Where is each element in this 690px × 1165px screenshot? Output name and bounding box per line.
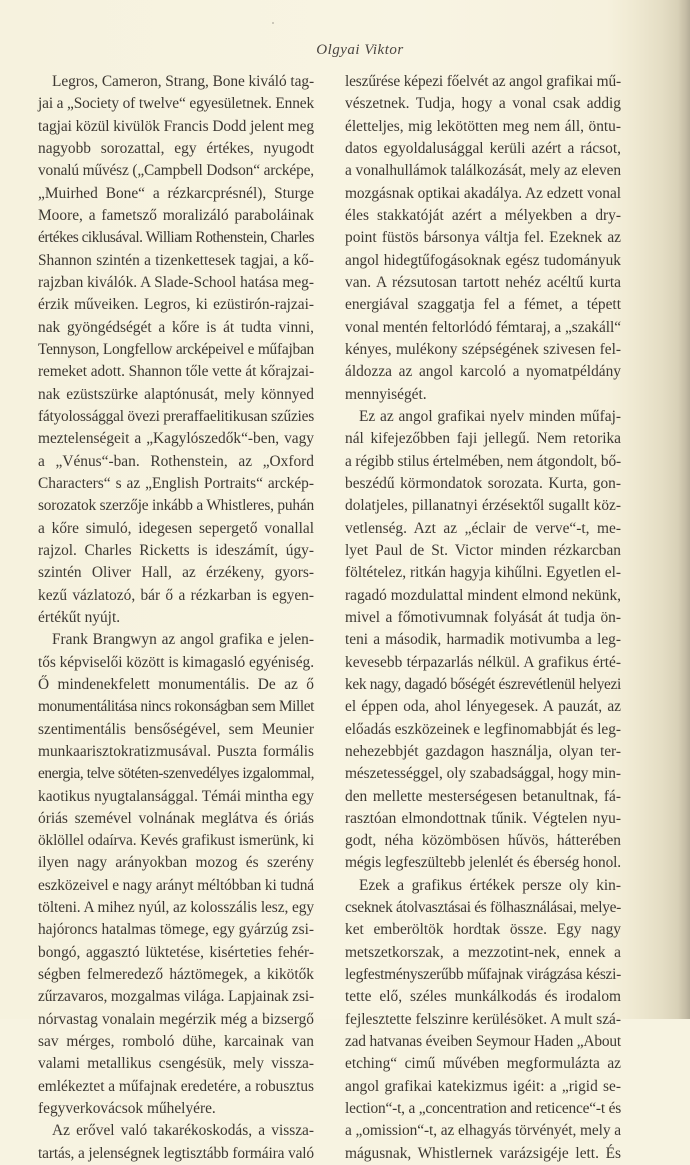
text-line: vészetnek. Tudja, hogy a vonal csak addig [345, 95, 621, 113]
text-line: rasztóan elmondottnak tűnik. Végtelen nyu- [345, 809, 621, 827]
text-line: érzik műveiken. Legros, ki ezüstirón-rajzai- [38, 296, 314, 314]
text-line: emlékeztet a műfajnak eredetére, a robusztus [38, 1077, 314, 1095]
text-line: point füstös bársonya váltja fel. Ezeknek az [345, 229, 621, 247]
text-line: tette elő, széles munkálkodás és irodalom [345, 988, 621, 1006]
text-line: mészetességgel, oly szabadsággal, hogy min- [345, 765, 621, 783]
page-edge-shadow [678, 0, 690, 1019]
text-line: kek nagy, dagadó bőségét észrevétlenül helyezi [345, 675, 621, 693]
text-line: kényes, mulékony szépségének szivesen fel- [345, 340, 621, 358]
text-line: a kőre simuló, idegesen sepergető vonallal [38, 519, 314, 537]
text-line: Ő mindenekfelett monumentális. De az ő [38, 675, 314, 693]
text-line: a „omission“-t, az elhagyás törvényét, mely a [345, 1122, 621, 1140]
text-line: vonalú művész („Campbell Dodson“ arcképe, [38, 162, 314, 180]
text-line: rajzban kiválók. A Slade-School hatása meg- [38, 273, 314, 291]
text-line: mennyiségét. [345, 385, 427, 403]
paper-speck [272, 22, 274, 24]
text-line: mivel a főmotivumnak folyását át tudja ön- [345, 608, 621, 626]
text-line: etching“ cimű művében megformulázta az [345, 1055, 621, 1073]
text-line: teni a második, harmadik motivumba a leg- [345, 631, 621, 649]
text-line: áldozza az angol karcoló a nyomatpéldány [345, 363, 621, 381]
text-line: el éppen oda, ahol lényegesek. A pauzát, az [345, 698, 621, 716]
text-line: tölteni. A mihez nyúl, az kolosszális lesz, egy [38, 899, 314, 917]
text-line: angol grafikai katekizmus igéit: a „rigid se- [345, 1077, 621, 1095]
text-line: nagyobb sorozattal, egy értékes, nyugodt [38, 139, 314, 157]
text-line: életteljes, mig lekötötten meg nem áll, öntu- [345, 117, 621, 135]
text-line: Az erővel való takarékoskodás, a vissza- [52, 1122, 314, 1140]
text-line: kezű vázlatozó, bár ő a rézkarban is egyen- [38, 586, 314, 604]
text-line: Ezek a grafikus értékek persze oly kin- [359, 876, 621, 894]
text-line: fátyolossággal övezi preraffaelitikusan szűzies [38, 407, 314, 425]
running-head: Olgyai Viktor [316, 42, 404, 58]
text-line: lection“-t, a „concentration and reticence“-t és [345, 1100, 621, 1118]
text-line: leszűrése képezi főelvét az angol grafikai mű- [345, 73, 621, 90]
text-line: dolatjeles, pillanatnyi érzésektől sugallt köz- [345, 497, 621, 515]
text-line: ilyen nagy arányokban mozog és szerény [38, 854, 314, 872]
text-line: szentimentális bensőségével, sem Meunier [38, 720, 314, 738]
text-line: zad hatvanas éveiben Seymour Haden „About [345, 1033, 621, 1051]
text-line: sav mérges, romboló dühe, karcainak van [38, 1033, 314, 1051]
text-line: fegyverkovácsok műhelyére. [38, 1100, 216, 1118]
text-line: bongó, aggasztó lüktetése, kisérteties fehér- [38, 943, 314, 961]
text-line: ragadó mozdulattal mindent elmond nekünk, [345, 586, 621, 604]
text-line: Ez az angol grafikai nyelv minden műfaj- [359, 407, 621, 425]
text-line: angol hidegtűfogásoknak egész tudományuk [345, 251, 621, 269]
text-line: Characters“ s az „English Portraits“ arckép- [38, 474, 314, 492]
text-line: van. A rézsutosan tartott nehéz acéltű kurta [345, 273, 621, 291]
text-line: nehezebbjét gazdagon használja, olyan ter- [345, 742, 621, 760]
text-line: den mellette mesterségesen betanultnak, fá- [345, 787, 621, 805]
text-line: tartás, a jelenségnek legtisztább formáira való [38, 1144, 314, 1162]
text-line: nórvastag vonalain megérzik még a bizsergő [38, 1010, 314, 1028]
text-line: vonal mentén feltorlódó fémtaraj, a „szakáll“ [345, 318, 621, 336]
text-line: meztelenségeit a „Kagylószedők“-ben, vagy [38, 430, 314, 448]
text-line: rajzol. Charles Ricketts is ideszámít, úgy- [38, 541, 314, 559]
text-line: „Muirhed Bone“ a rézkarcprésnél), Sturge [38, 184, 314, 202]
text-line: óriás szemével volnának meglátva és óriás [38, 809, 314, 827]
text-line: monumentálitása nincs rokonságban sem Millet [38, 698, 314, 716]
text-line: vetlenség. Azt az „éclair de verve“-t, me- [345, 519, 621, 537]
text-line: energiával szaggatja fel a fémet, a tépett [345, 296, 621, 314]
text-line: ségben felmeredező háztömegek, a kikötők [38, 966, 314, 984]
text-column-left [38, 71, 314, 1165]
text-line: Legros, Cameron, Strang, Bone kiváló tag- [52, 73, 315, 90]
text-line: jai a „Society of twelve“ egyesületnek. Ennek [38, 95, 314, 113]
text-line: nál kifejezőbben faji jellegű. Nem retorika [345, 430, 621, 448]
text-line: értékes ciklusával. William Rothenstein, Charles [38, 229, 314, 247]
text-line: éles stakkatóját azért a mélyekben a dry- [345, 206, 621, 224]
text-line: mégis legfeszültebb jelenlét és éberség honol. [345, 854, 621, 872]
text-line: Moore, a fametsző moralizáló paraboláinak [38, 206, 314, 224]
text-line: godt, néha közömbösen hűvös, hátterében [345, 832, 621, 850]
text-line: valami metallikus csengésük, mely vissza- [38, 1055, 314, 1073]
text-line: ket emberöltök hordtak össze. Egy nagy [345, 921, 621, 939]
text-line: fejlesztette felszinre kerülésöket. A mult szá- [345, 1010, 621, 1028]
text-line: nak ezüstszürke alaptónusát, mely könnyed [38, 385, 314, 403]
text-line: a régibb stilus értelmében, nem átgondolt, bő- [345, 452, 621, 470]
text-line: energia, telve sötéten-szenvedélyes izgalommal, [38, 765, 314, 783]
text-line: értékűt nyújt. [38, 608, 121, 626]
text-line: lyet Paul de St. Victor minden rézkarcban [345, 541, 621, 559]
text-line: mágusnak, Whistlernek varázsigéje lett. És [345, 1144, 621, 1162]
text-line: sorozatok szerzője inkább a Whistleres, puhán [38, 497, 314, 515]
text-line: eszközeivel e nagy arányt méltóbban ki tudná [38, 876, 314, 894]
text-line: datos egyoldalusággal kerüli azért a rácsot, [345, 139, 621, 157]
text-line: beszédű körmondatok sorozata. Kurta, gon- [345, 474, 621, 492]
text-line: Tennyson, Longfellow arcképeivel e műfajban [38, 340, 314, 358]
text-line: tagjai közül kivülök Francis Dodd jelent meg [38, 117, 314, 135]
text-line: Shannon szintén a tizenkettesek tagjai, a kő- [38, 251, 314, 269]
text-line: legfestményszerűbb műfajnak virágzása készi- [345, 966, 621, 984]
text-line: tős képviselői között is kimagasló egyéniség. [38, 653, 314, 671]
text-line: öklöllel odaírva. Kevés grafikust ismerünk, ki [38, 832, 314, 850]
text-line: előadás eszközeinek e legfinomabbját és leg- [345, 720, 621, 738]
text-line: a vonalhullámok találkozását, mely az eleven [345, 162, 621, 180]
text-line: a „Vénus“-ban. Rothenstein, az „Oxford [38, 452, 314, 470]
text-line: zűrzavaros, mozgalmas világa. Lapjainak zsi- [38, 988, 315, 1006]
text-line: föltételez, ritkán hagyja kihűlni. Egyetlen el- [345, 564, 621, 582]
text-column-right [345, 71, 621, 1165]
text-line: Frank Brangwyn az angol grafika e jelen- [52, 631, 314, 649]
text-line: kevesebb térpazarlás nélkül. A grafikus érté- [345, 653, 621, 671]
text-line: remeket adott. Shannon tőle vette át kőrajzai- [38, 363, 314, 381]
text-line: hajóroncs hatalmas tömege, egy gyárzúg zsi- [38, 921, 314, 939]
text-line: mozgásnak optikai akadálya. Az edzett vonal [345, 184, 621, 202]
text-line: munkaarisztokratizmusával. Puszta formális [38, 742, 314, 760]
text-line: metszetkorszak, a mezzotint-nek, ennek a [345, 943, 621, 961]
text-line: cseknek átolvasztásai és fölhasználásai, melye- [345, 899, 621, 917]
text-line: szintén Oliver Hall, az érzékeny, gyors- [38, 564, 314, 582]
text-line: kaotikus nyugtalansággal. Témái mintha egy [38, 787, 314, 805]
text-line: nak gyöngédségét a kőre is át tudta vinni, [38, 318, 314, 336]
